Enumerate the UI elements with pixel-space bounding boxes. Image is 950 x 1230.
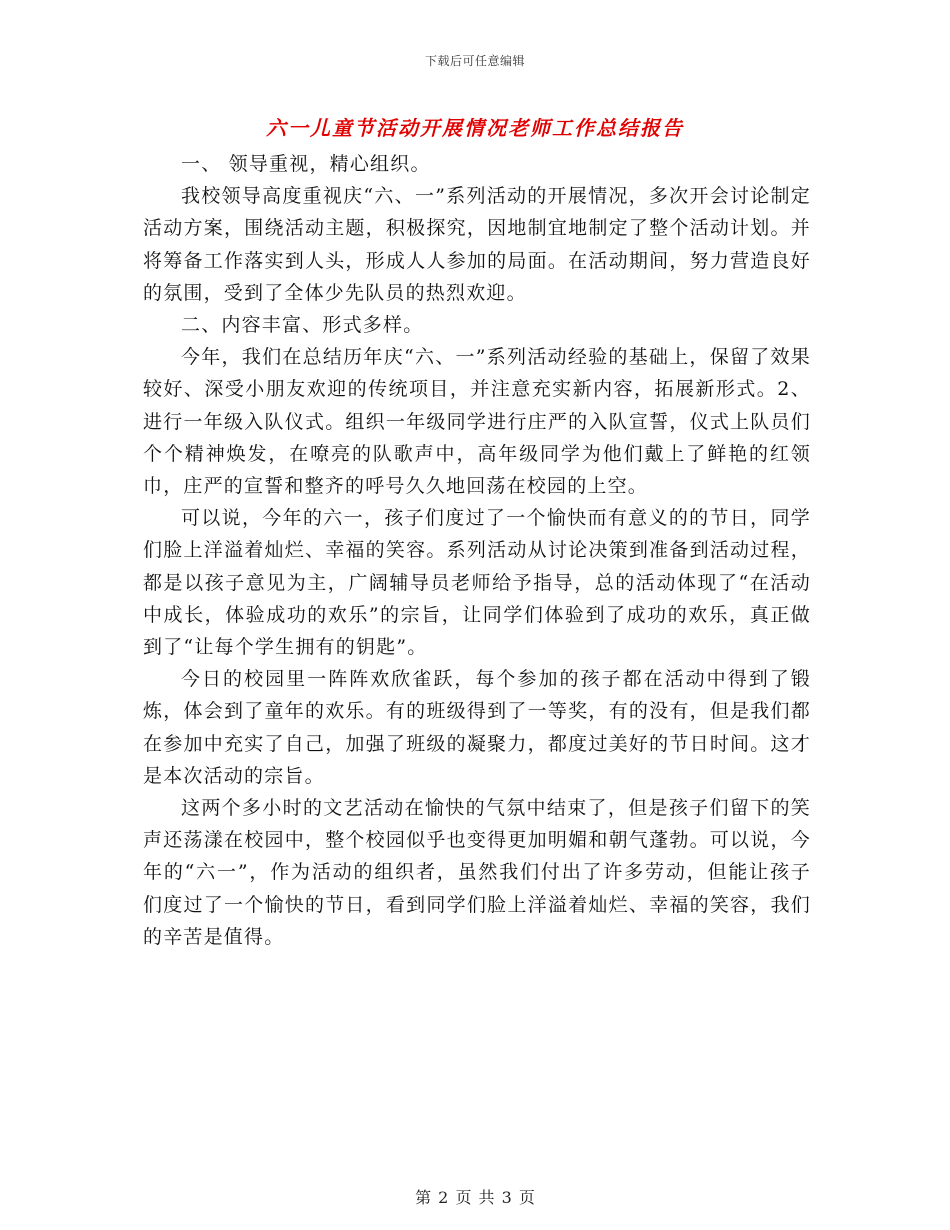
- section-heading-2: 二、内容丰富、形式多样。: [181, 314, 424, 337]
- paragraph-4: 今日的校园里一阵阵欢欣雀跃，每个参加的孩子都在活动中得到了锻炼，体会到了童年的欢乐。有的班级得到了一等奖，有的没有，但是我们都在参加中充实了自己，加强了班级的凝聚力，都度过美好的节日时间。这才是本次活动的宗旨。: [143, 668, 811, 787]
- section-heading-1: 一、 领导重视，精心组织。: [181, 153, 431, 175]
- page-number: 第 2 页 共 3 页: [415, 1188, 535, 1207]
- document-body: [143, 148, 811, 953]
- page-header-note: 下载后可任意编辑: [424, 54, 525, 68]
- paragraph-5: 这两个多小时的文艺活动在愉快的气氛中结束了，但是孩子们留下的笑声还荡漾在校园中，整个校园似乎也变得更加明媚和朝气蓬勃。可以说，今年的“六一”，作为活动的组织者，虽然我们付出了许多劳动，但能让孩子们度过了一个愉快的节日，看到同学们脸上洋溢着灿烂、幸福的笑容，我们的辛苦是值得。: [143, 797, 811, 948]
- document-title: 六一儿童节活动开展情况老师工作总结报告: [266, 116, 684, 140]
- paragraph-3: 可以说，今年的六一，孩子们度过了一个愉快而有意义的的节日，同学们脸上洋溢着灿烂、幸福的笑容。系列活动从讨论决策到准备到活动过程，都是以孩子意见为主，广阔辅导员老师给予指导，总的活动体现了“在活动中成长，体验成功的欢乐”的宗旨，让同学们体验到了成功的欢乐，真正做到了“让每个学生拥有的钥匙”。: [143, 507, 811, 659]
- paragraph-2: 今年，我们在总结历年庆“六、一”系列活动经验的基础上，保留了效果较好、深受小朋友欢迎的传统项目，并注意充实新内容，拓展新形式。2、进行一年级入队仪式。组织一年级同学进行庄严的入队宣誓，仪式上队员们个个精神焕发，在嘹亮的队歌声中，高年级同学为他们戴上了鲜艳的红领巾，庄严的宣誓和整齐的呼号久久地回荡在校园的上空。: [143, 346, 811, 498]
- paragraph-1: 我校领导高度重视庆“六、一”系列活动的开展情况，多次开会讨论制定活动方案，围绕活动主题，积极探究，因地制宜地制定了整个活动计划。并将筹备工作落实到人头，形成人人参加的局面。在活动期间，努力营造良好的氛围，受到了全体少先队员的热烈欢迎。: [143, 185, 811, 304]
